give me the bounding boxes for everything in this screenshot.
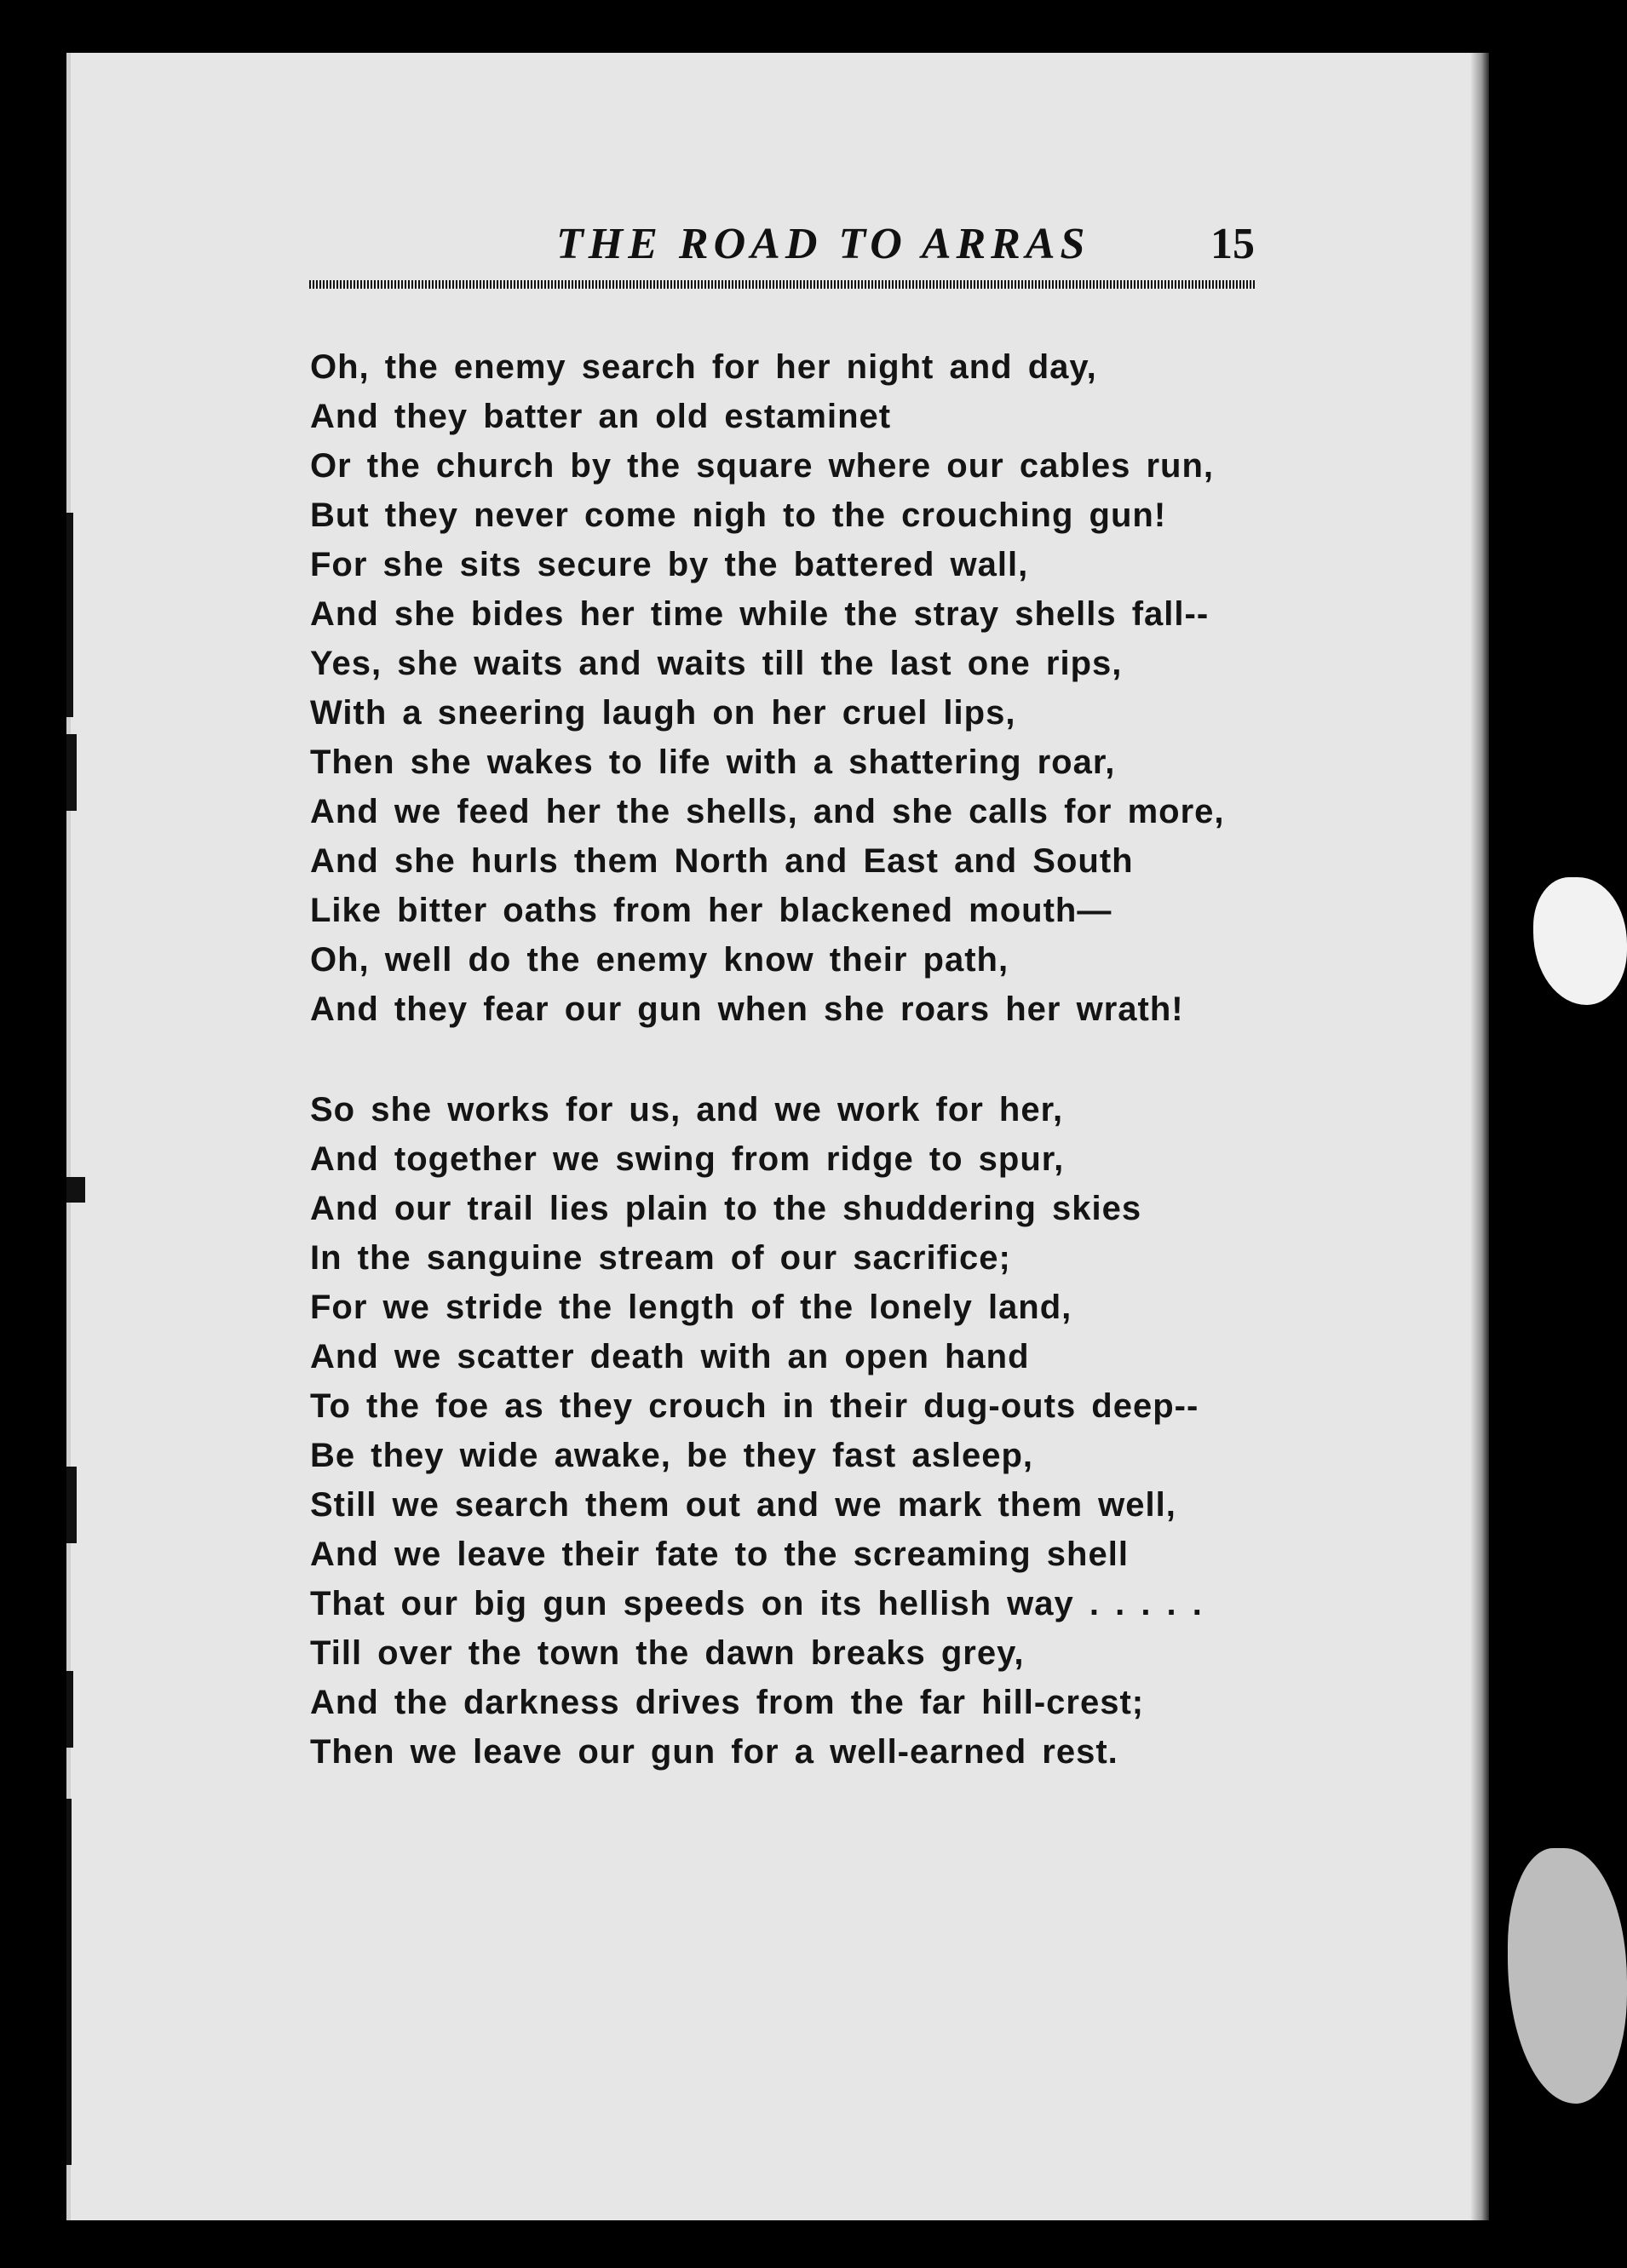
binding-mark [66,513,73,717]
poem-line: With a sneering laugh on her cruel lips, [310,694,1016,732]
poem-line: Or the church by the square where our cables run, [310,447,1215,485]
poem-line: Then we leave our gun for a well-earned rest. [310,1733,1118,1771]
page-gutter-shadow [1470,53,1489,2220]
poem-line: But they never come nigh to the crouching gun! [310,497,1167,534]
header-rule [309,280,1255,289]
stanza-1 [310,342,1273,1034]
binding-mark [66,1177,85,1203]
poem-line: Till over the town the dawn breaks grey, [310,1634,1025,1672]
poem-line: And she hurls them North and East and South [310,842,1134,880]
poem-line: So she works for us, and we work for her, [310,1091,1064,1128]
poem-line: Still we search them out and we mark them well, [310,1486,1176,1524]
poem-line: For we stride the length of the lonely land, [310,1289,1072,1326]
poem-line: And together we swing from ridge to spur, [310,1140,1065,1178]
poem-line: To the foe as they crouch in their dug-outs deep-- [310,1387,1199,1425]
poem-line: Like bitter oaths from her blackened mouth— [310,892,1112,929]
book-page [66,53,1489,2220]
poem-text [310,342,1273,1777]
binding-mark [66,1671,73,1748]
binding-mark [66,1467,77,1543]
poem-line: And she bides her time while the stray shells fall-- [310,595,1210,633]
running-title: THE ROAD TO ARRAS [556,220,1090,268]
poem-line: And they fear our gun when she roars her wrath! [310,990,1184,1028]
poem-line: And we leave their fate to the screaming shell [310,1536,1129,1573]
poem-line: Oh, the enemy search for her night and day, [310,348,1097,386]
poem-line: And they batter an old estaminet [310,398,892,435]
poem-line: For she sits secure by the battered wall, [310,546,1029,583]
paper-blot [1533,877,1627,1005]
poem-line: And we feed her the shells, and she calls for more, [310,793,1225,830]
poem-line: In the sanguine stream of our sacrifice; [310,1239,1011,1277]
poem-line: Then she wakes to life with a shattering roar, [310,744,1116,781]
poem-line: That our big gun speeds on its hellish way . . . . . [310,1585,1203,1622]
poem-line: Yes, she waits and waits till the last one rips, [310,645,1123,682]
poem-line: And our trail lies plain to the shuddering skies [310,1190,1142,1227]
poem-line: And the darkness drives from the far hill-crest; [310,1684,1145,1721]
paper-blot [1508,1848,1627,2104]
poem-line: And we scatter death with an open hand [310,1338,1030,1375]
binding-mark [66,1799,72,2165]
stanza-2 [310,1085,1273,1777]
running-head [309,219,1255,313]
page-number: 15 [1210,220,1255,268]
poem-line: Be they wide awake, be they fast asleep, [310,1437,1033,1474]
poem-line: Oh, well do the enemy know their path, [310,941,1009,979]
binding-mark [66,734,77,811]
